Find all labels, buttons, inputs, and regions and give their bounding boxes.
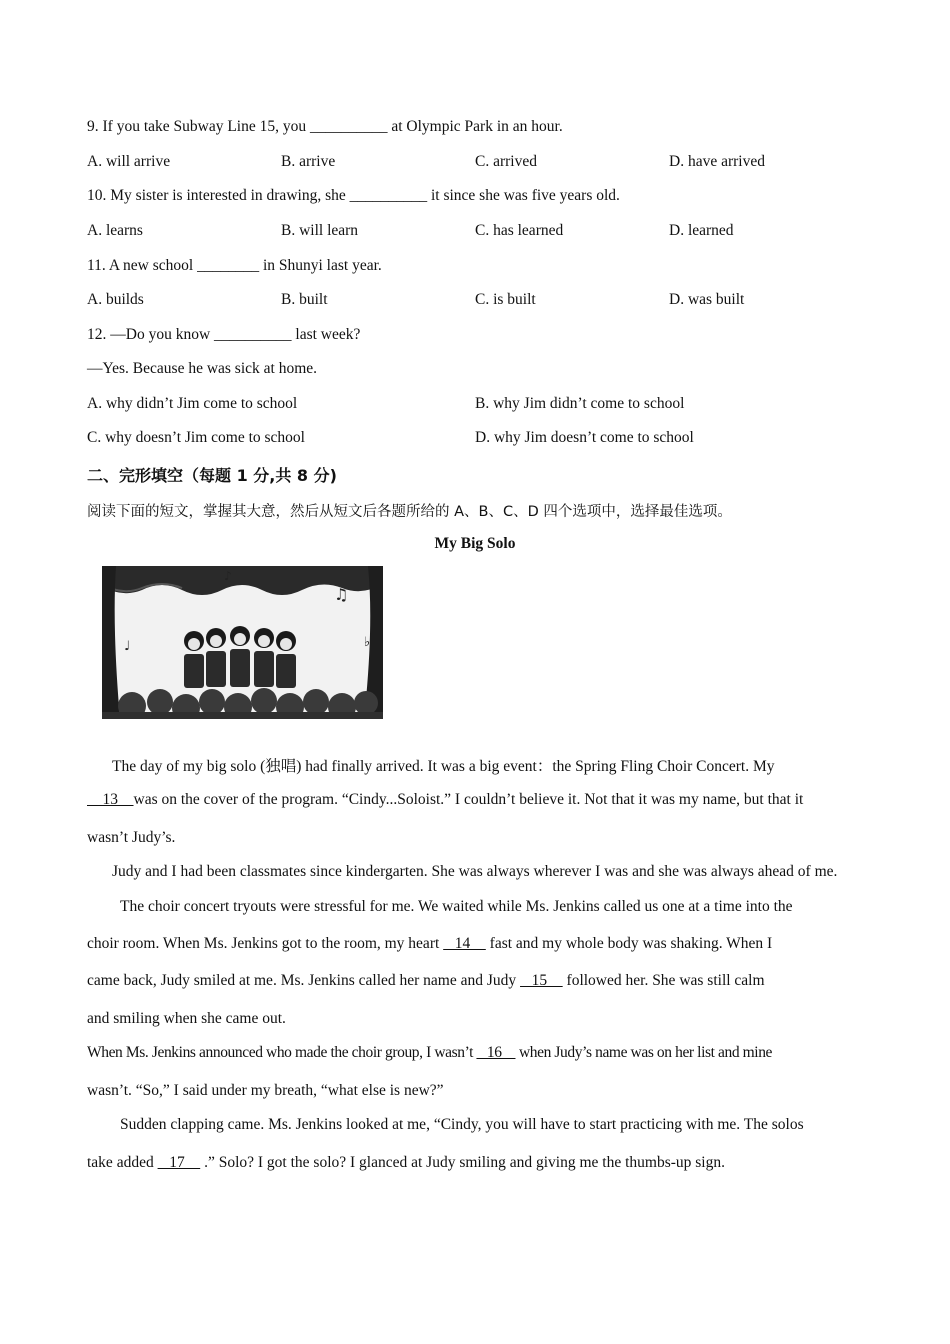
passage-paragraph-1-line-3: wasn’t Judy’s. — [87, 829, 176, 846]
passage-paragraph-3-line-4: and smiling when she came out. — [87, 1010, 286, 1027]
question-12-stem: 12. —Do you know __________ last week? — [87, 326, 361, 343]
passage-text: choir room. When Ms. Jenkins got to the room, my heart — [87, 935, 444, 952]
question-11-option-d: D. was built — [669, 291, 745, 308]
question-12-option-b: B. why Jim didn’t come to school — [475, 395, 685, 412]
question-12-option-d: D. why Jim doesn’t come to school — [475, 429, 694, 446]
question-10-option-a: A. learns — [87, 222, 143, 239]
svg-text:♫: ♫ — [334, 585, 349, 604]
passage-paragraph-5-line-2 — [87, 1154, 893, 1172]
question-11-option-c: C. is built — [475, 291, 536, 308]
question-12-option-c: C. why doesn’t Jim come to school — [87, 429, 305, 446]
section-title: 二、完形填空（每题 1 分,共 8 分) — [87, 466, 337, 485]
question-10-option-b: B. will learn — [281, 222, 359, 239]
question-10-option-c: C. has learned — [475, 222, 564, 239]
question-10-stem: 10. My sister is interested in drawing, she __________ it since she was five years old. — [87, 187, 620, 204]
passage-paragraph-5-line-1: Sudden clapping came. Ms. Jenkins looked at me, “Cindy, you will have to start practicing with me. The solos — [120, 1116, 804, 1133]
question-11-stem: 11. A new school ________ in Shunyi last year. — [87, 257, 382, 274]
passage-title: My Big Solo — [434, 535, 516, 552]
svg-text:♭: ♭ — [364, 635, 371, 650]
passage-paragraph-3-line-2 — [87, 935, 893, 953]
question-9-option-d: D. have arrived — [669, 153, 765, 170]
passage-paragraph-3-line-1: The choir concert tryouts were stressful for me. We waited while Ms. Jenkins called us one at a time into the — [120, 898, 793, 915]
question-9-option-a: A. will arrive — [87, 153, 171, 170]
question-9-option-b: B. arrive — [281, 153, 336, 170]
passage-text: came back, Judy smiled at me. Ms. Jenkins called her name and Judy — [87, 972, 521, 989]
blank-15[interactable]: 15 — [520, 972, 563, 989]
passage-text: when Judy’s name was on her list and mine — [515, 1044, 773, 1061]
passage-paragraph-4-line-2: wasn’t. “So,” I said under my breath, “what else is new?” — [87, 1082, 444, 1099]
question-12-option-a: A. why didn’t Jim come to school — [87, 395, 298, 412]
passage-paragraph-2: Judy and I had been classmates since kindergarten. She was always wherever I was and she was always ahead of me. — [112, 863, 838, 880]
question-12-reply: —Yes. Because he was sick at home. — [87, 360, 318, 377]
choir-stage-illustration — [102, 566, 383, 719]
question-11-option-a: A. builds — [87, 291, 144, 308]
svg-text:♪: ♪ — [224, 569, 232, 583]
blank-13[interactable]: 13 — [87, 791, 134, 808]
passage-text: .” Solo? I got the solo? I glanced at Judy smiling and giving me the thumbs-up sign. — [200, 1154, 725, 1171]
passage-text: was on the cover of the program. “Cindy...Soloist.” I couldn’t believe it. Not that it was my name, but that it — [133, 791, 804, 808]
question-9-option-c: C. arrived — [475, 153, 537, 170]
passage-paragraph-1-line-1: The day of my big solo (独唱) had finally arrived. It was a big event：the Spring Fling Choir Concert. My — [112, 758, 775, 775]
passage-text: take added — [87, 1154, 158, 1171]
passage-paragraph-4-line-1 — [87, 1044, 893, 1062]
question-10-option-d: D. learned — [669, 222, 734, 239]
question-9-stem: 9. If you take Subway Line 15, you __________ at Olympic Park in an hour. — [87, 118, 563, 135]
question-11-option-b: B. built — [281, 291, 328, 308]
section-instruction: 阅读下面的短文，掌握其大意，然后从短文后各题所给的 A、B、C、D 四个选项中，选择最佳选项。 — [87, 504, 732, 520]
blank-17[interactable]: 17 — [157, 1154, 201, 1171]
passage-paragraph-1-line-2 — [87, 791, 893, 809]
passage-text: When Ms. Jenkins announced who made the choir group, I wasn’t — [87, 1044, 477, 1061]
svg-text:♩: ♩ — [124, 639, 131, 654]
passage-text: followed her. She was still calm — [562, 972, 765, 989]
blank-14[interactable]: 14 — [443, 935, 486, 952]
passage-text: fast and my whole body was shaking. When I — [485, 935, 773, 952]
passage-paragraph-3-line-3 — [87, 972, 893, 990]
blank-16[interactable]: 16 — [476, 1044, 516, 1061]
